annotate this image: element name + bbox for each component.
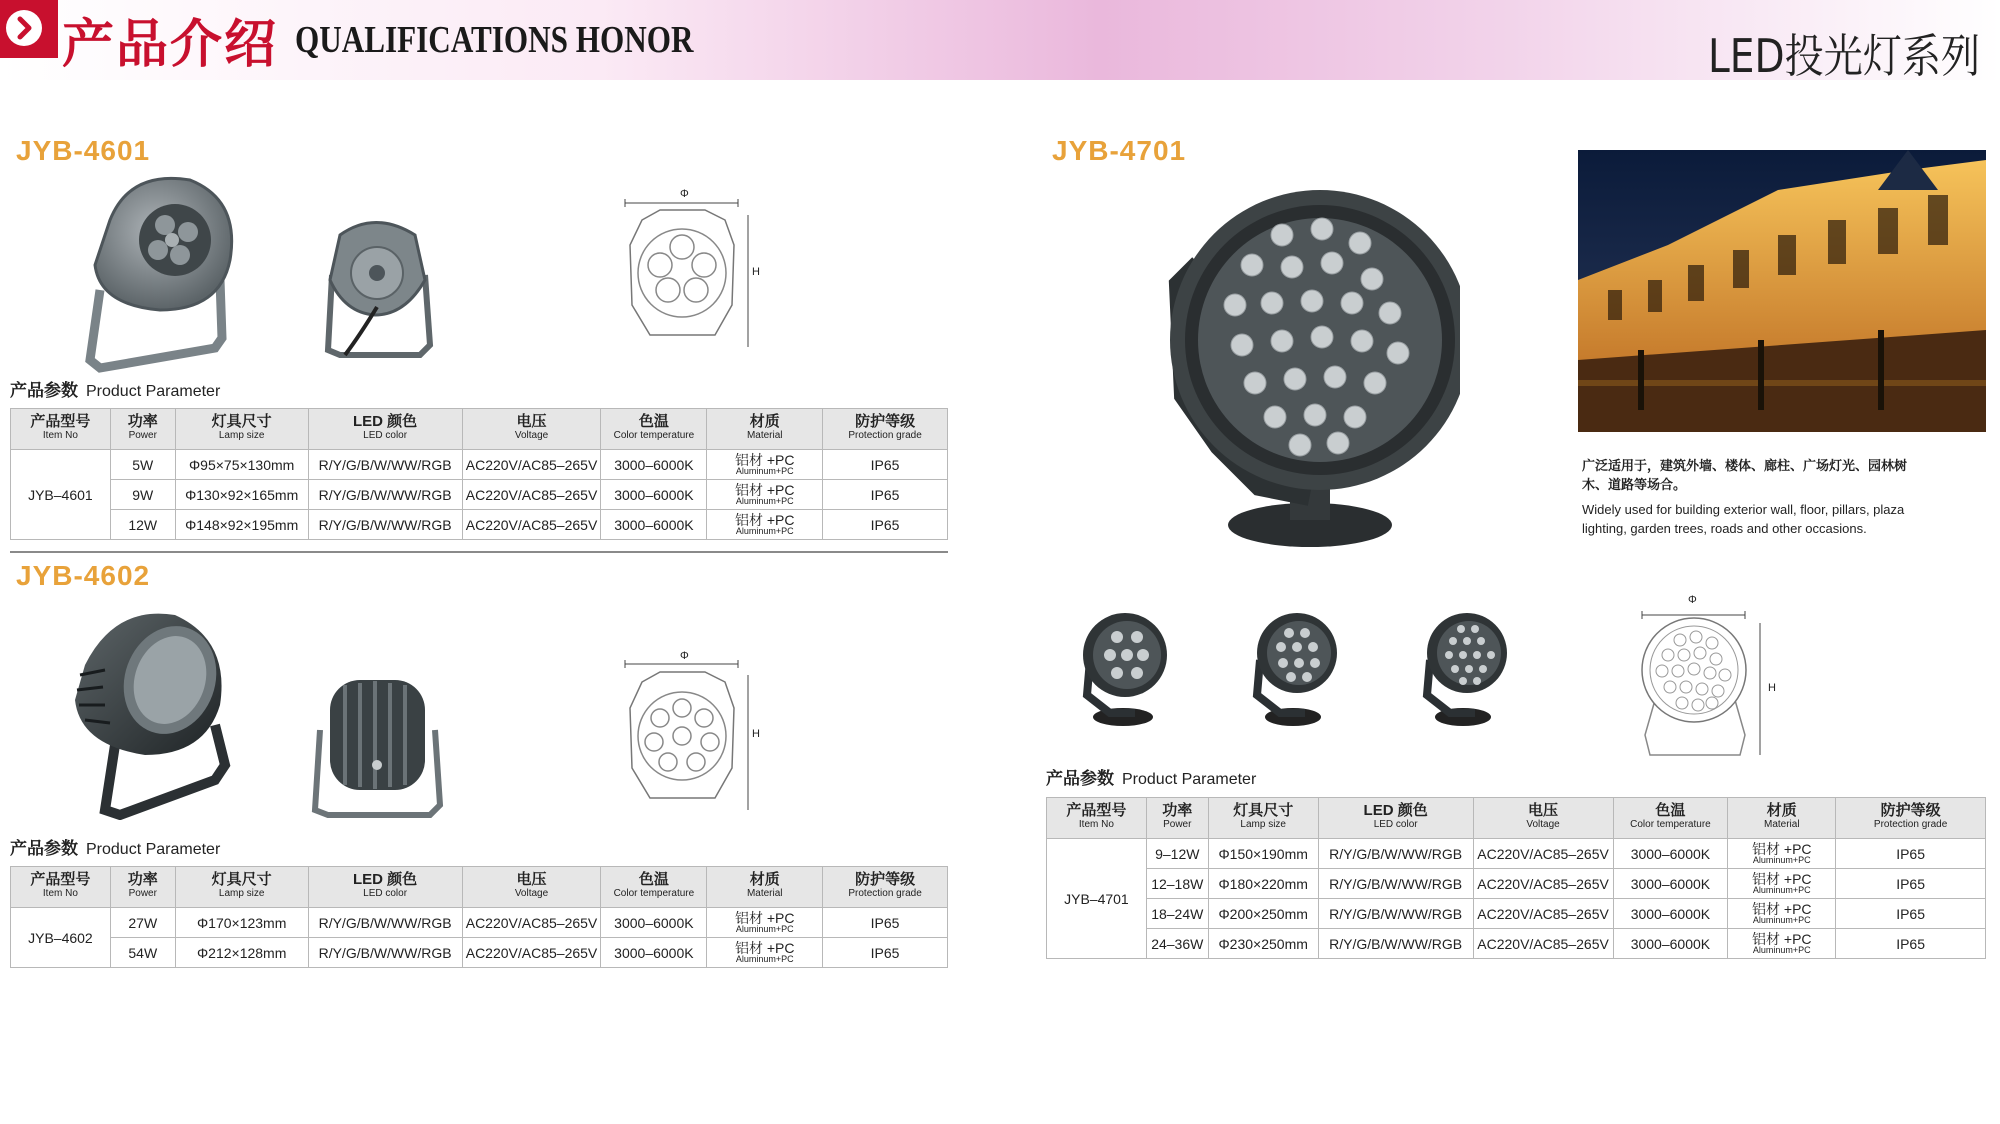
page-title-en: QUALIFICATIONS HONOR	[295, 19, 694, 61]
param-heading-4601: 产品参数 Product Parameter	[10, 381, 221, 400]
material-cell: 铝材 +PC Aluminum+PC	[1728, 869, 1836, 899]
size-cell: Φ170×123mm	[175, 908, 308, 938]
table-row	[11, 938, 948, 968]
ip-cell: IP65	[823, 510, 948, 540]
color-cell: R/Y/G/B/W/WW/RGB	[308, 480, 462, 510]
ip-cell: IP65	[823, 480, 948, 510]
dim-h-label: H	[752, 266, 760, 278]
variant-photo-2	[1245, 605, 1340, 730]
product-photo-4602-back	[310, 665, 445, 820]
col-power: 功率 Power	[1146, 798, 1208, 839]
item-no-cell: JYB–4602	[11, 908, 111, 968]
size-cell: Φ180×220mm	[1208, 869, 1318, 899]
dim-phi-label: Φ	[680, 188, 689, 200]
ip-cell: IP65	[823, 450, 948, 480]
voltage-cell: AC220V/AC85–265V	[1473, 839, 1613, 869]
col-protection: 防护等级 Protection grade	[823, 867, 948, 908]
color-cell: R/Y/G/B/W/WW/RGB	[1318, 839, 1473, 869]
material-cell: 铝材 +PC Aluminum+PC	[1728, 899, 1836, 929]
col-power: 功率 Power	[110, 867, 175, 908]
col-material: 材质 Material	[707, 867, 823, 908]
series-title: LED投光灯系列	[1707, 29, 1980, 83]
section-divider	[10, 551, 948, 553]
color-cell: R/Y/G/B/W/WW/RGB	[308, 510, 462, 540]
col-led-color: LED 颜色 LED color	[1318, 798, 1473, 839]
variant-photo-3	[1415, 605, 1510, 730]
dimension-drawing-4602	[620, 650, 770, 820]
table-row	[1047, 899, 1986, 929]
color-cell: R/Y/G/B/W/WW/RGB	[1318, 869, 1473, 899]
size-cell: Φ200×250mm	[1208, 899, 1318, 929]
size-cell: Φ130×92×165mm	[175, 480, 308, 510]
color-cell: R/Y/G/B/W/WW/RGB	[308, 908, 462, 938]
color-cell: R/Y/G/B/W/WW/RGB	[308, 450, 462, 480]
voltage-cell: AC220V/AC85–265V	[462, 480, 601, 510]
spec-table-4701	[1046, 797, 1986, 959]
application-description	[1582, 456, 1912, 538]
application-photo-building	[1578, 150, 1986, 432]
model-title-4602: JYB-4602	[16, 560, 151, 591]
product-photo-4701-large	[1160, 165, 1460, 555]
col-item-no: 产品型号 Item No	[11, 867, 111, 908]
material-cell: 铝材 +PC Aluminum+PC	[1728, 929, 1836, 959]
size-cell: Φ148×92×195mm	[175, 510, 308, 540]
item-no-cell: JYB–4601	[11, 450, 111, 540]
dimension-drawing-4701	[1630, 605, 1780, 765]
power-cell: 24–36W	[1146, 929, 1208, 959]
col-color-temp: 色温 Color temperature	[1613, 798, 1728, 839]
col-led-color: LED 颜色 LED color	[308, 409, 462, 450]
col-lamp-size: 灯具尺寸 Lamp size	[175, 409, 308, 450]
material-cell: 铝材 +PC Aluminum+PC	[707, 938, 823, 968]
product-photo-4601-front	[80, 170, 240, 375]
size-cell: Φ95×75×130mm	[175, 450, 308, 480]
table-row	[1047, 869, 1986, 899]
size-cell: Φ212×128mm	[175, 938, 308, 968]
col-protection: 防护等级 Protection grade	[823, 409, 948, 450]
col-voltage: 电压 Voltage	[462, 867, 601, 908]
col-item-no: 产品型号 Item No	[11, 409, 111, 450]
col-color-temp: 色温 Color temperature	[601, 867, 707, 908]
temp-cell: 3000–6000K	[1613, 869, 1728, 899]
size-cell: Φ150×190mm	[1208, 839, 1318, 869]
temp-cell: 3000–6000K	[601, 480, 707, 510]
voltage-cell: AC220V/AC85–265V	[1473, 929, 1613, 959]
dim-h-label: H	[752, 728, 760, 740]
chevron-right-icon	[6, 10, 42, 46]
dim-phi-label: Φ	[1688, 594, 1697, 606]
material-cell: 铝材 +PC Aluminum+PC	[707, 450, 823, 480]
temp-cell: 3000–6000K	[1613, 899, 1728, 929]
spec-table-4602	[10, 866, 948, 968]
material-cell: 铝材 +PC Aluminum+PC	[707, 510, 823, 540]
ip-cell: IP65	[1836, 929, 1986, 959]
temp-cell: 3000–6000K	[601, 908, 707, 938]
power-cell: 9W	[110, 480, 175, 510]
col-protection: 防护等级 Protection grade	[1836, 798, 1986, 839]
power-cell: 12–18W	[1146, 869, 1208, 899]
temp-cell: 3000–6000K	[1613, 839, 1728, 869]
dim-phi-label: Φ	[680, 650, 689, 662]
description-en: Widely used for building exterior wall, floor, pillars, plaza lighting, garden trees, roads and other occasions.	[1582, 502, 1905, 536]
ip-cell: IP65	[823, 908, 948, 938]
description-cn: 广泛适用于，建筑外墙、楼体、廊柱、广场灯光、园林树木、道路等场合。	[1582, 458, 1908, 492]
voltage-cell: AC220V/AC85–265V	[1473, 899, 1613, 929]
power-cell: 18–24W	[1146, 899, 1208, 929]
page-title-cn: 产品介绍	[62, 14, 279, 75]
power-cell: 54W	[110, 938, 175, 968]
ip-cell: IP65	[823, 938, 948, 968]
table-header-row	[1047, 798, 1986, 839]
col-color-temp: 色温 Color temperature	[601, 409, 707, 450]
power-cell: 5W	[110, 450, 175, 480]
size-cell: Φ230×250mm	[1208, 929, 1318, 959]
power-cell: 12W	[110, 510, 175, 540]
header-banner	[0, 0, 2000, 83]
voltage-cell: AC220V/AC85–265V	[1473, 869, 1613, 899]
param-heading-4602: 产品参数 Product Parameter	[10, 839, 221, 858]
model-title-4601: JYB-4601	[16, 135, 151, 166]
dimension-drawing-4601	[620, 185, 770, 355]
col-material: 材质 Material	[707, 409, 823, 450]
table-row	[1047, 929, 1986, 959]
item-no-cell: JYB–4701	[1047, 839, 1147, 959]
col-lamp-size: 灯具尺寸 Lamp size	[175, 867, 308, 908]
col-power: 功率 Power	[110, 409, 175, 450]
material-cell: 铝材 +PC Aluminum+PC	[707, 480, 823, 510]
temp-cell: 3000–6000K	[601, 450, 707, 480]
material-cell: 铝材 +PC Aluminum+PC	[1728, 839, 1836, 869]
power-cell: 27W	[110, 908, 175, 938]
material-cell: 铝材 +PC Aluminum+PC	[707, 908, 823, 938]
nav-badge[interactable]	[0, 0, 58, 58]
col-led-color: LED 颜色 LED color	[308, 867, 462, 908]
color-cell: R/Y/G/B/W/WW/RGB	[1318, 899, 1473, 929]
table-row	[11, 908, 948, 938]
dim-h-label: H	[1768, 682, 1776, 694]
voltage-cell: AC220V/AC85–265V	[462, 938, 601, 968]
table-header-row	[11, 867, 948, 908]
ip-cell: IP65	[1836, 839, 1986, 869]
temp-cell: 3000–6000K	[1613, 929, 1728, 959]
col-voltage: 电压 Voltage	[462, 409, 601, 450]
voltage-cell: AC220V/AC85–265V	[462, 908, 601, 938]
model-title-4701: JYB-4701	[1052, 135, 1187, 166]
table-row	[11, 510, 948, 540]
table-row	[1047, 839, 1986, 869]
ip-cell: IP65	[1836, 869, 1986, 899]
table-row	[11, 450, 948, 480]
temp-cell: 3000–6000K	[601, 510, 707, 540]
table-header-row	[11, 409, 948, 450]
product-photo-4602-front	[65, 605, 235, 820]
voltage-cell: AC220V/AC85–265V	[462, 450, 601, 480]
table-row	[11, 480, 948, 510]
variant-photo-1	[1075, 605, 1170, 730]
temp-cell: 3000–6000K	[601, 938, 707, 968]
color-cell: R/Y/G/B/W/WW/RGB	[308, 938, 462, 968]
ip-cell: IP65	[1836, 899, 1986, 929]
voltage-cell: AC220V/AC85–265V	[462, 510, 601, 540]
col-item-no: 产品型号 Item No	[1047, 798, 1147, 839]
col-voltage: 电压 Voltage	[1473, 798, 1613, 839]
col-material: 材质 Material	[1728, 798, 1836, 839]
col-lamp-size: 灯具尺寸 Lamp size	[1208, 798, 1318, 839]
color-cell: R/Y/G/B/W/WW/RGB	[1318, 929, 1473, 959]
power-cell: 9–12W	[1146, 839, 1208, 869]
param-heading-4701: 产品参数 Product Parameter	[1046, 769, 1257, 788]
spec-table-4601	[10, 408, 948, 540]
product-photo-4601-back	[320, 215, 435, 360]
